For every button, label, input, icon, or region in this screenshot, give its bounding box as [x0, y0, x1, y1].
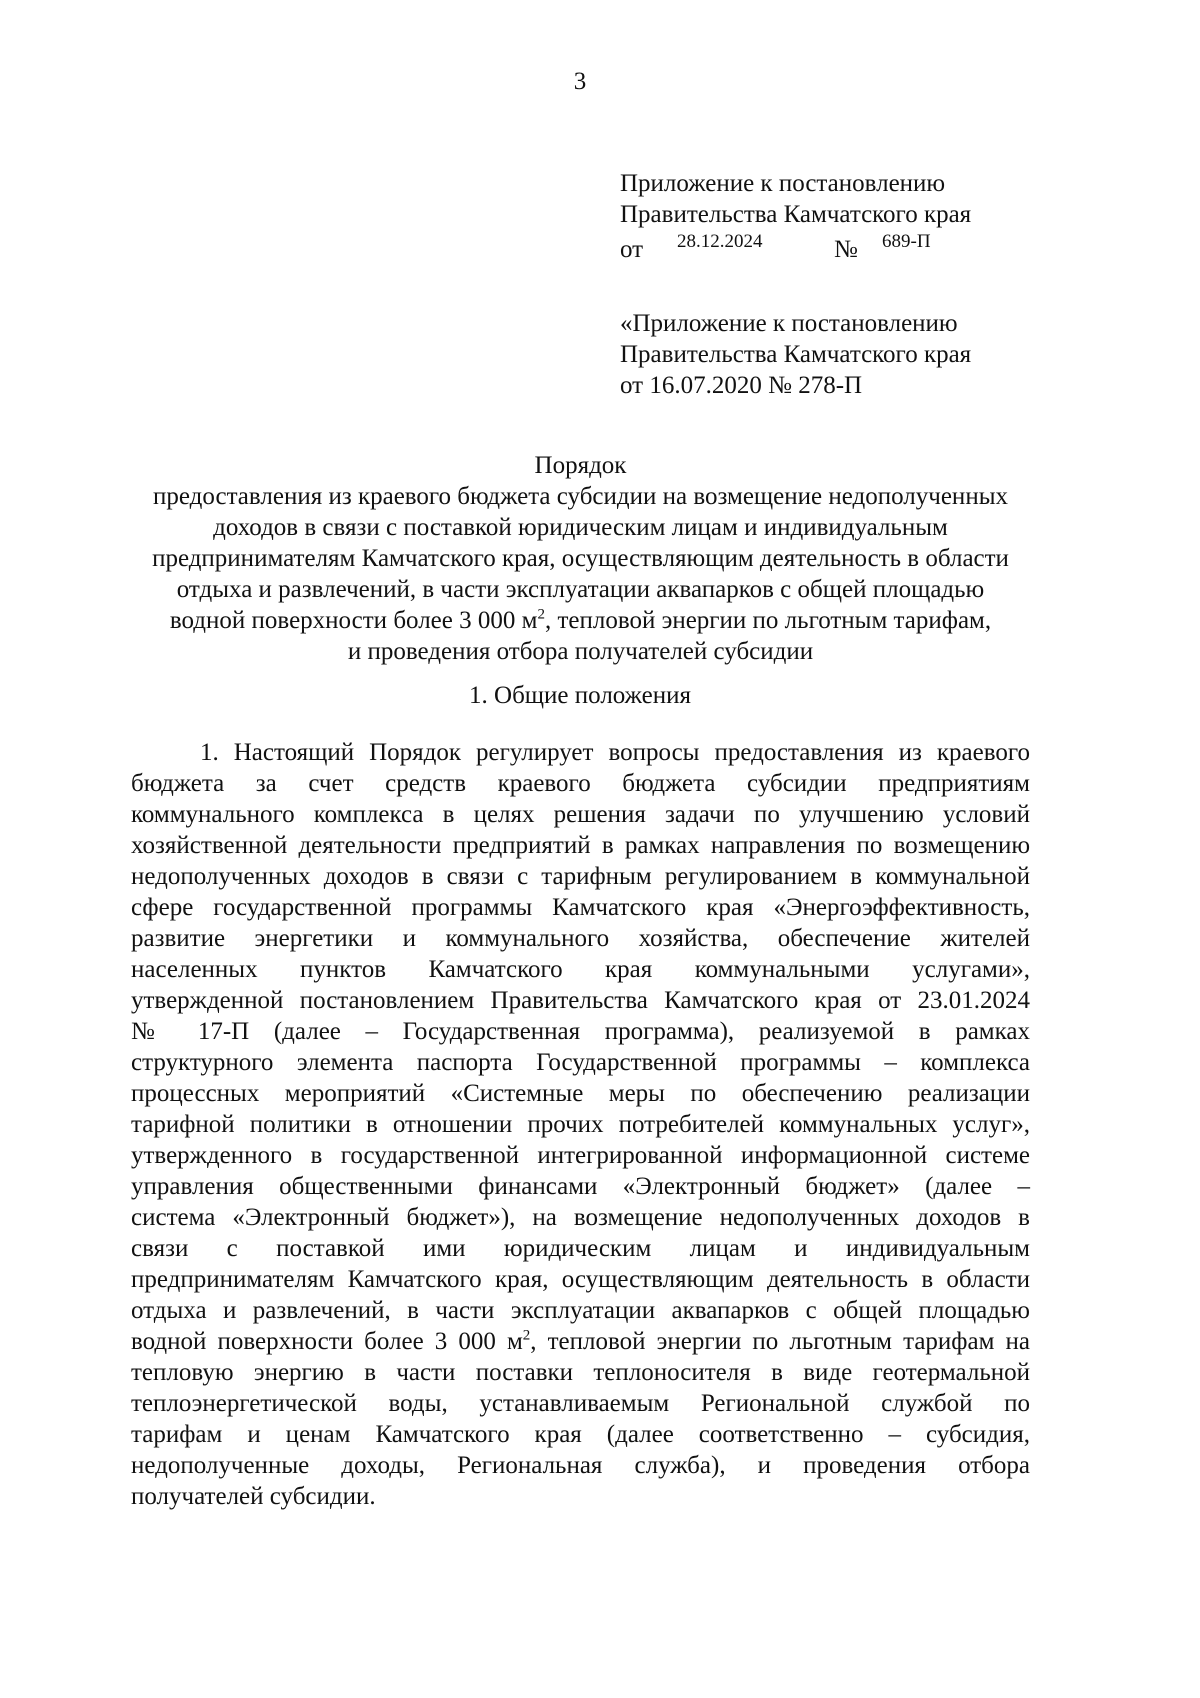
appendix-line-1: Приложение к постановлению: [620, 170, 946, 197]
paragraph-1: [131, 737, 1030, 1512]
appendix-date-number-line: [620, 230, 971, 261]
paragraph-line: тарифам и ценам Камчатского края (далее соответственно – субсидия,: [131, 1421, 1030, 1448]
paragraph-line: недополученные доходы, Региональная служба), и проведения отбора: [131, 1452, 1030, 1479]
paragraph-line: структурного элемента паспорта Государственной программы – комплекса: [131, 1049, 1030, 1076]
title-text: , тепловой энергии по льготным тарифам,: [544, 607, 992, 634]
title-line: доходов в связи с поставкой юридическим лицам и индивидуальным: [213, 514, 948, 541]
title-line: предпринимателям Камчатского края, осуществляющим деятельность в области: [152, 545, 1009, 572]
paragraph-line: отдыха и развлечений, в части эксплуатации аквапарков с общей площадью: [131, 1297, 1030, 1324]
appendix-ot-label: от: [620, 236, 644, 263]
paragraph-line: бюджета за счет средств краевого бюджета субсидии предприятиям: [131, 770, 1030, 797]
appendix-number: 689-П: [882, 231, 931, 252]
paragraph-line: теплоэнергетической воды, устанавливаемым Региональной службой по: [131, 1390, 1030, 1417]
paragraph-text: , тепловой энергии по льготным тарифам на: [530, 1328, 1030, 1355]
appendix-reference: [620, 168, 971, 261]
paragraph-line: № 17-П (далее – Государственная программа), реализуемой в рамках: [131, 1018, 1030, 1045]
quoted-appendix-line-3: от 16.07.2020 № 278-П: [620, 372, 863, 399]
paragraph-line: хозяйственной деятельности предприятий в рамках направления по возмещению: [131, 832, 1030, 859]
paragraph-line: населенных пунктов Камчатского края коммунальными услугами»,: [131, 956, 1030, 983]
paragraph-line: связи с поставкой ими юридическим лицам и индивидуальным: [131, 1235, 1030, 1262]
paragraph-line: недополученных доходов в связи с тарифным регулированием в коммунальной: [131, 863, 1030, 890]
title-line: предоставления из краевого бюджета субсидии на возмещение недополученных: [152, 483, 1008, 510]
paragraph-line: тепловую энергию в части поставки теплоносителя в виде геотермальной: [131, 1359, 1030, 1386]
section-heading: 1. Общие положения: [469, 682, 691, 709]
title-line: и проведения отбора получателей субсидии: [347, 638, 814, 665]
page-number: 3: [573, 68, 587, 95]
paragraph-line: тарифной политики в отношении прочих потребителей коммунальных услуг»,: [131, 1111, 1030, 1138]
paragraph-line: коммунального комплекса в целях решения задачи по улучшению условий: [131, 801, 1030, 828]
paragraph-line: система «Электронный бюджет»), на возмещение недополученных доходов в: [131, 1204, 1030, 1231]
title-heading: Порядок: [534, 452, 627, 479]
superscript: 2: [537, 606, 545, 623]
paragraph-line: управления общественными финансами «Электронный бюджет» (далее –: [131, 1173, 1030, 1200]
paragraph-line: [131, 1326, 1030, 1357]
title-text: водной поверхности более 3 000 м: [169, 607, 538, 634]
quoted-appendix-line-2: Правительства Камчатского края: [620, 341, 972, 368]
paragraph-line: утвержденного в государственной интегрированной информационной системе: [131, 1142, 1030, 1169]
appendix-number-sign: №: [834, 236, 858, 263]
appendix-date: 28.12.2024: [677, 231, 763, 252]
quoted-appendix-line-1: «Приложение к постановлению: [620, 310, 958, 337]
title-line: отдыха и развлечений, в части эксплуатации аквапарков с общей площадью: [176, 576, 985, 603]
paragraph-line: развитие энергетики и коммунального хозяйства, обеспечение жителей: [131, 925, 1030, 952]
paragraph-line: 1. Настоящий Порядок регулирует вопросы предоставления из краевого: [200, 739, 1030, 766]
paragraph-line: сфере государственной программы Камчатского края «Энергоэффективность,: [131, 894, 1030, 921]
paragraph-line: предпринимателям Камчатского края, осуществляющим деятельность в области: [131, 1266, 1030, 1293]
appendix-line-2: Правительства Камчатского края: [620, 201, 972, 228]
document-title: [131, 450, 1030, 667]
paragraph-line: получателей субсидии.: [131, 1483, 376, 1510]
title-line: [131, 605, 1030, 636]
paragraph-text: водной поверхности более 3 000 м: [131, 1328, 523, 1355]
superscript: 2: [522, 1327, 531, 1344]
paragraph-line: процессных мероприятий «Системные меры по обеспечению реализации: [131, 1080, 1030, 1107]
quoted-appendix-reference: [620, 308, 971, 401]
paragraph-line: утвержденной постановлением Правительства Камчатского края от 23.01.2024: [131, 987, 1030, 1014]
